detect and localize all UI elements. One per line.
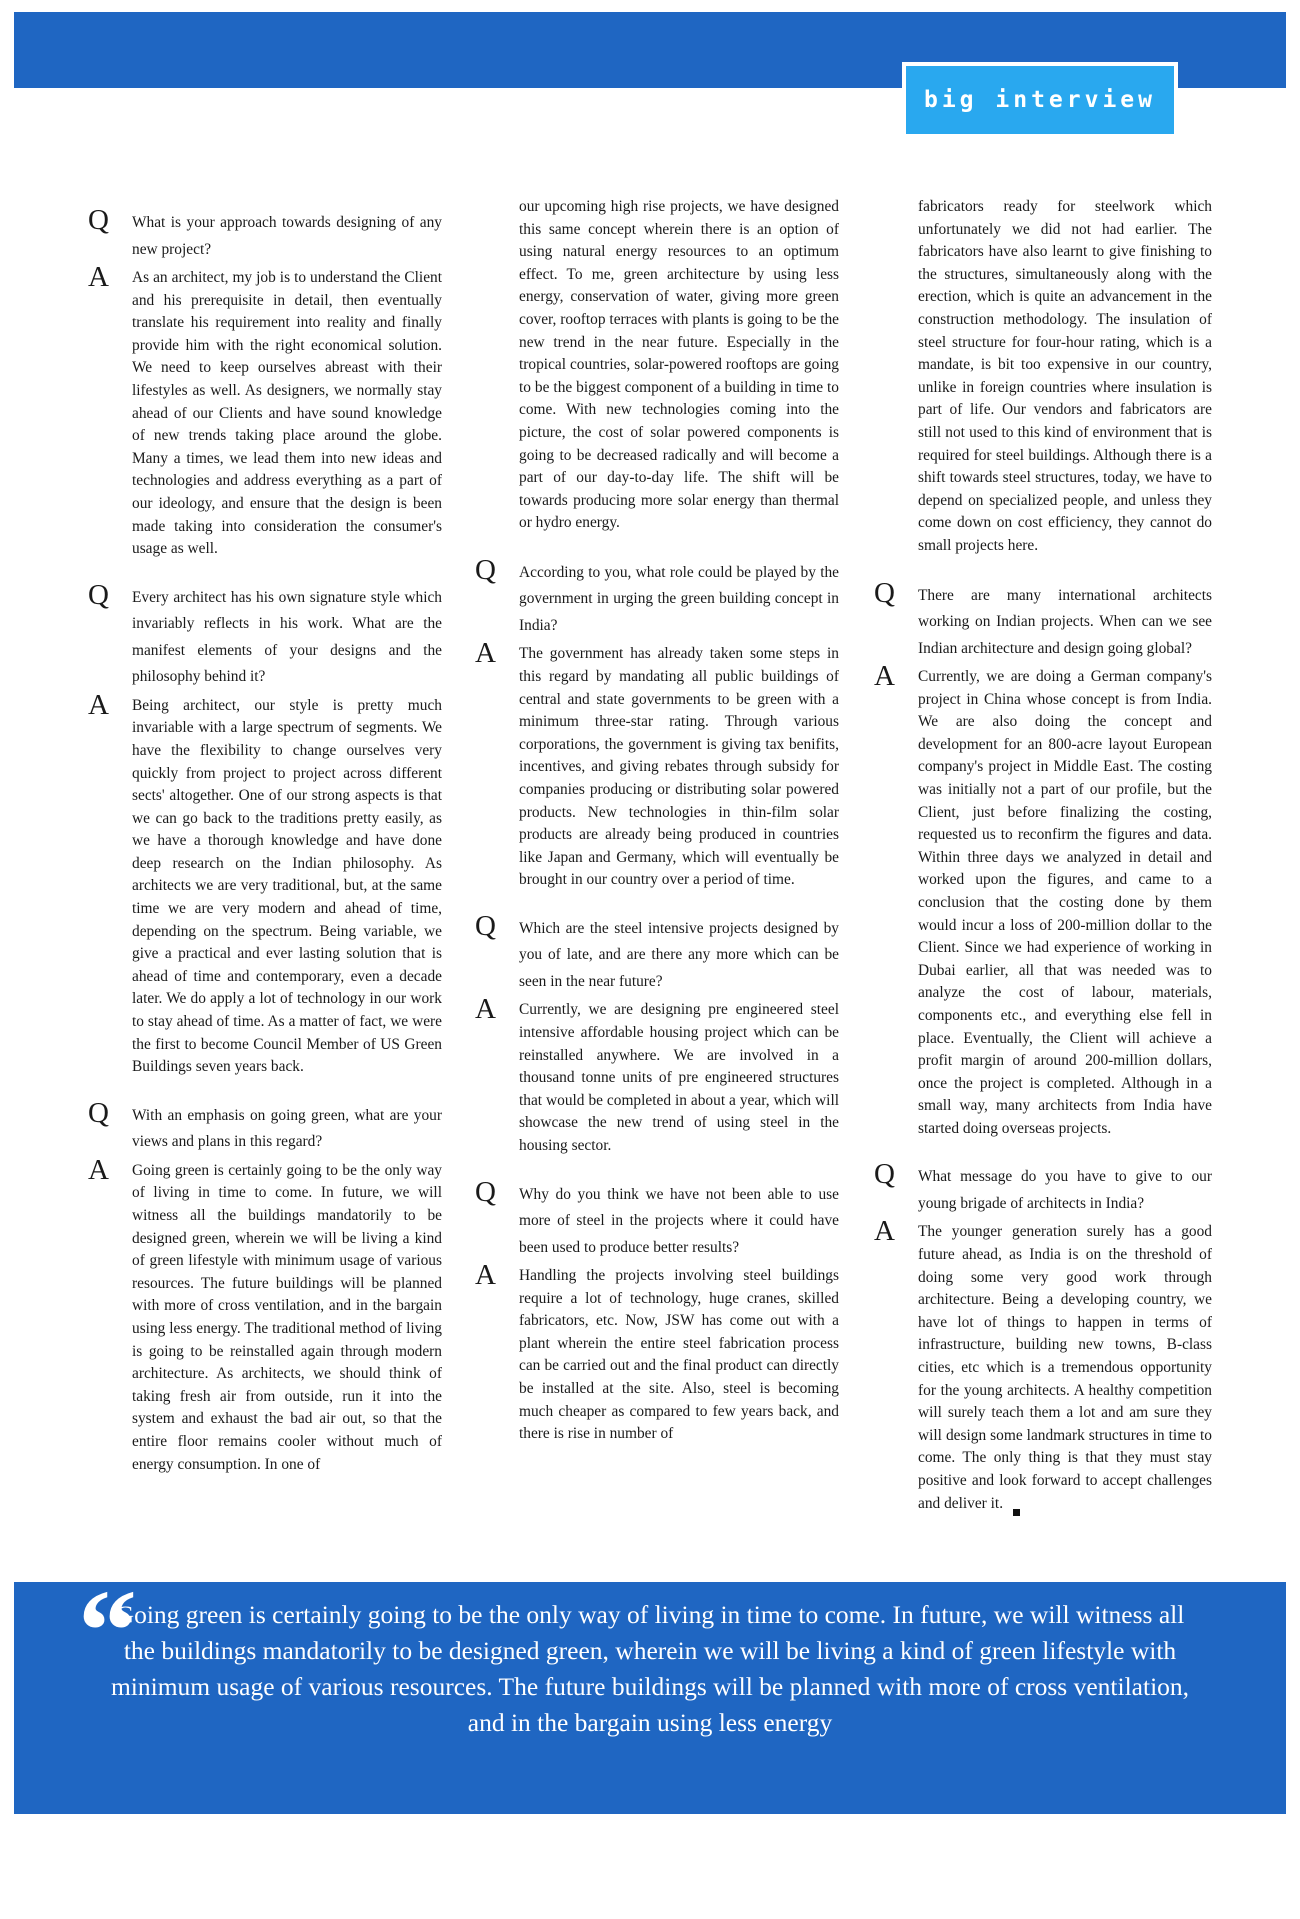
question-block [473, 909, 839, 996]
question-text: Why do you think we have not been able to use more of steel in the projects where it could have been used to produce better results? [519, 1185, 839, 1256]
answer-block [872, 1215, 1212, 1515]
article-column-1 [86, 196, 442, 1476]
question-text: There are many international architects working on Indian projects. When can we see Indian architecture and design going global? [918, 586, 1212, 657]
answer-text-content: The younger generation surely has a good future ahead, as India is on the threshold of doing some very good work through architecture. Being a developing country, we have lot of things to happen in terms of infrastructure, building new towns, B-class cities, etc which is a tremendous opportunity for the young architects. A healthy competition will surely teach them a lot and am sure they will design some landmark structures in time to come. The only thing is that they must stay positive and look forward to accept challenges and deliver it. [918, 1223, 1212, 1512]
continued-text-block [473, 196, 839, 535]
answer-text: Currently, we are designing pre engineered steel intensive affordable housing project which can be reinstalled anywhere. We are involved in a thousand tonne units of pre engineered structures that would be completed in about a year, which will showcase the new trend of using steel in the housing sector. [519, 1001, 839, 1154]
question-marker: Q [475, 1175, 496, 1208]
answer-marker: A [874, 1215, 895, 1248]
answer-block [872, 660, 1212, 1140]
question-marker: Q [874, 576, 895, 609]
question-block [872, 576, 1212, 663]
continued-text: fabricators ready for steelwork which unfortunately we did not had earlier. The fabricators have also learnt to give finishing to the structures, simultaneously along with the erection, which is quite an advancement in the construction methodology. The insulation of steel structure for four-hour rating, which is a mandate, is bit too expensive in our country, unlike in foreign countries where insulation is part of life. Our vendors and fabricators are still not used to this kind of environment that is required for steel buildings. Although there is a shift towards steel structures, today, we have to depend on specialized people, and unless they come down on cost efficiency, they cannot do small projects here. [918, 198, 1212, 554]
section-label: big interview [923, 87, 1156, 113]
answer-marker: A [88, 261, 109, 293]
answer-text: Going green is certainly going to be the only way of living in time to come. In future, we will witness all the buildings mandatorily to be designed green, wherein we will be living a kind of green lifestyle with minimum usage of various resources. The future buildings will be planned with more of cross ventilation, and in the bargain using less energy. The traditional method of living is going to be reinstalled again through modern architecture. As architects, we should think of taking fresh air from outside, run it into the system and exhaust the bad air out, so that the entire floor remains cooler without much of energy consumption. In one of [132, 1161, 442, 1473]
answer-marker: A [874, 660, 895, 692]
answer-text: As an architect, my job is to understand the Client and his prerequisite in detail, then eventually translate his requirement into reality and finally provide him with the right economical solution. We need to keep ourselves abreast with their lifestyles as well. As designers, we normally stay ahead of our Clients and have sound knowledge of new trends taking place around the globe. Many a times, we lead them into new ideas and technologies and address everything as a part of our ideology, and ensure that the design is been made taking into consideration the consumer's usage as well. [132, 269, 442, 558]
answer-marker: A [88, 688, 109, 721]
question-block [473, 1175, 839, 1262]
continued-text: our upcoming high rise projects, we have designed this same concept wherein there is an option of using natural energy resources to an optimum effect. To me, green architecture by using less energy, conservation of water, giving more green cover, rooftop terraces with plants is going to be the new trend in the near future. Especially in the tropical countries, solar-powered rooftops are going to be the biggest component of a building in time to come. With new technologies coming into the picture, the cost of solar powered components is going to be decreased radically and will become a part of our day-to-day life. The shift will be towards producing more solar energy than thermal or hydro energy. [519, 198, 839, 532]
answer-marker: A [475, 1259, 496, 1292]
question-marker: Q [874, 1158, 895, 1191]
answer-block [86, 1153, 442, 1476]
question-marker: Q [88, 204, 109, 236]
question-text: Every architect has his own signature style which invariably reflects in his work. What are the manifest elements of your designs and the philosophy behind it? [132, 588, 442, 686]
question-text: What is your approach towards designing of any new project? [132, 214, 442, 258]
question-marker: Q [88, 578, 109, 611]
answer-block [473, 637, 839, 892]
question-block [872, 1158, 1212, 1217]
section-tab [906, 66, 1174, 134]
answer-marker: A [475, 993, 496, 1026]
answer-text: The government has already taken some steps in this regard by mandating all public buildings of central and state governments to be green with a minimum three-star rating. Through various corporations, the government is giving tax benifits, incentives, and giving rebates through subsidy for companies producing or distributing solar powered products. New technologies in thin-film solar products are already being produced in countries like Japan and Germany, which will eventually be brought in our country over a period of time. [519, 645, 839, 889]
question-block [86, 1096, 442, 1156]
pull-quote-text: Going green is certainly going to be the only way of living in time to come. In future, we will witness all the buildings mandatorily to be designed green, wherein we will be living a kind of green lifestyle with minimum usage of various resources. The future buildings will be planned with more of cross ventilation, and in the bargain using less energy [110, 1600, 1190, 1737]
answer-text [918, 1221, 1212, 1515]
close-quote-icon: ” [1140, 1788, 1199, 1919]
question-text: Which are the steel intensive projects designed by you of late, and are there any more which can be seen in the near future? [519, 919, 839, 990]
end-of-article-mark [1013, 1509, 1020, 1516]
answer-text: Handling the projects involving steel buildings require a lot of technology, huge cranes, skilled fabricators, etc. Now, JSW has come out with a plant wherein the entire steel fabrication process can be carried out and the final product can directly be installed at the site. Also, steel is becoming much cheaper as compared to few years back, and there is rise in number of [519, 1267, 839, 1443]
question-text: According to you, what role could be played by the government in urging the green building concept in India? [519, 563, 839, 634]
answer-block [86, 261, 442, 561]
question-marker: Q [475, 553, 496, 586]
answer-text: Being architect, our style is pretty much invariable with a large spectrum of segments. We have the flexibility to change ourselves very quickly from project to project across different sects' altogether. One of our strong aspects is that we can go back to the traditions pretty easily, as we have a thorough knowledge and have done deep research on the Indian philosophy. As architects we are very traditional, but, at the same time we are very modern and ahead of time, depending on the spectrum. Being variable, we give a practical and ever lasting solution that is ahead of time and contemporary, even a decade later. We do apply a lot of technology in our work to stay ahead of time. As a matter of fact, we were the first to become Council Member of US Green Buildings seven years back. [132, 696, 442, 1076]
continued-text-block [872, 196, 1212, 558]
answer-block [86, 688, 442, 1079]
question-block [86, 204, 442, 263]
article-column-2 [473, 196, 839, 1446]
question-text: What message do you have to give to our young brigade of architects in India? [918, 1168, 1212, 1212]
article-column-3 [872, 196, 1212, 1516]
question-block [473, 553, 839, 640]
answer-marker: A [88, 1153, 109, 1186]
answer-block [473, 1259, 839, 1446]
question-marker: Q [88, 1096, 109, 1129]
answer-marker: A [475, 637, 496, 670]
answer-text: Currently, we are doing a German company's project in China whose concept is from India. We are also doing the concept and development for an 800-acre layout European company's project in Middle East. The costing was initially not a part of our profile, but the Client, just before finalizing the costing, requested us to reconfirm the figures and data. Within three days we analyzed in detail and worked upon the figures, and came to a conclusion that the costing done by them would incur a loss of 200-million dollar to the Client. Since we had experience of working in Dubai earlier, all that was needed was to analyze the cost of labour, materials, components etc., and everything else fell in place. Eventually, the Client will achieve a profit margin of around 200-million dollars, once the project is completed. Although in a small way, many architects from India have started doing overseas projects. [918, 668, 1212, 1137]
answer-block [473, 993, 839, 1157]
question-text: With an emphasis on going green, what are your views and plans in this regard? [132, 1106, 442, 1151]
open-quote-icon: “ [78, 1565, 137, 1696]
question-marker: Q [475, 909, 496, 942]
question-block [86, 578, 442, 691]
